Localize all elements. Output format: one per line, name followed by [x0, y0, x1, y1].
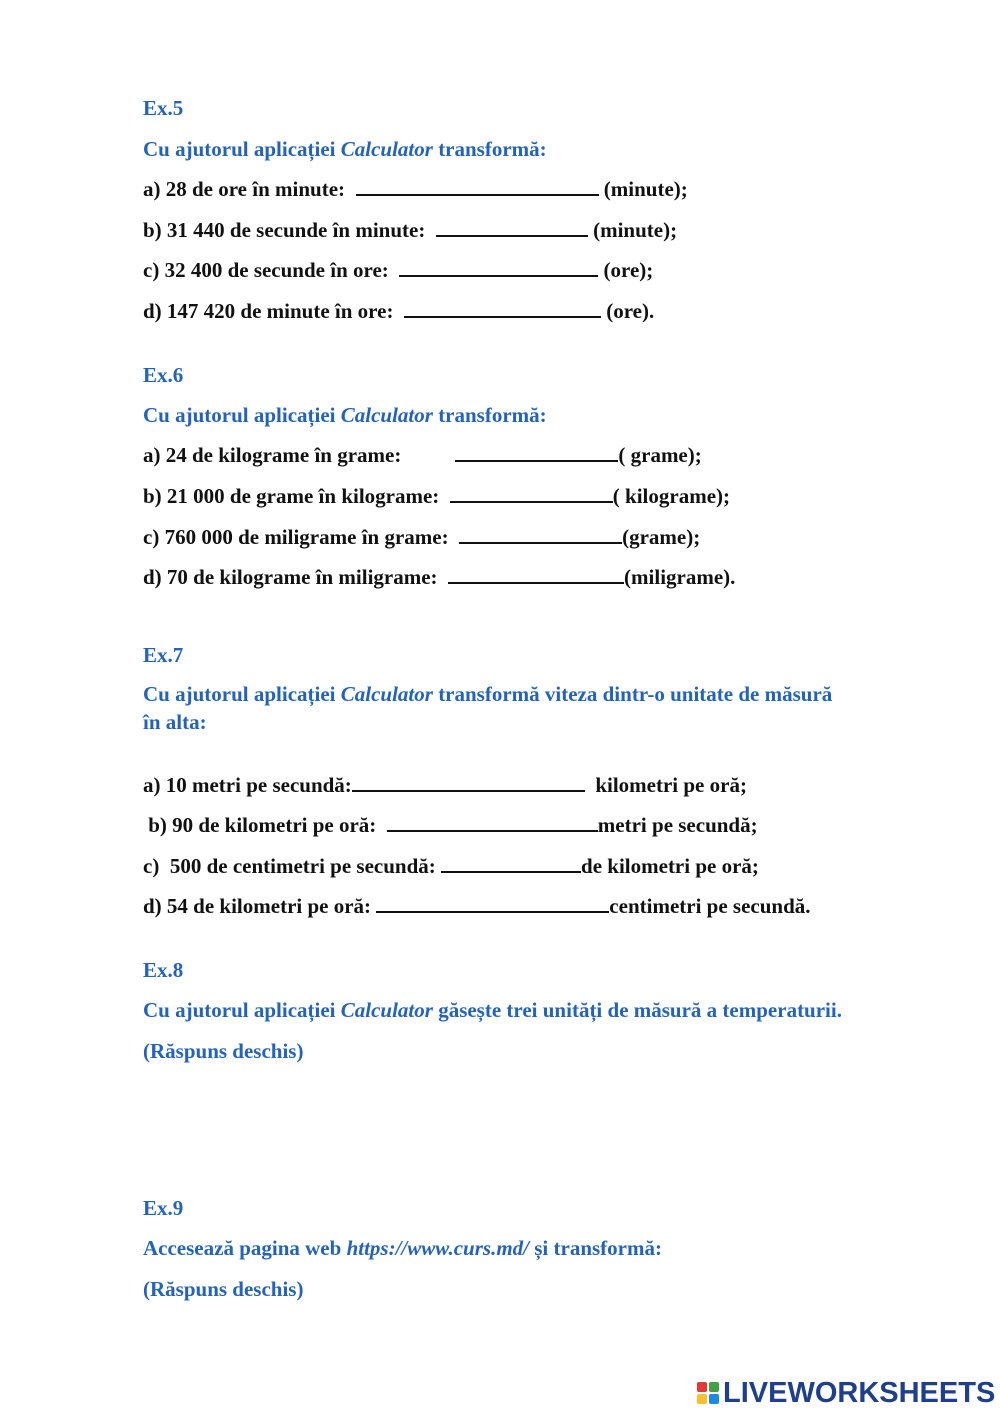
- ex9-intro: [143, 1235, 662, 1261]
- ex9-intro-text-end: și transformă:: [529, 1236, 662, 1260]
- ex6-intro-text: Cu ajutorul aplicației: [143, 403, 341, 427]
- ex7-b-question: b) 90 de kilometri pe oră:: [143, 813, 387, 837]
- ex6-intro: [143, 402, 547, 428]
- ex5-item-c: [143, 257, 653, 283]
- ex5-b-unit: (minute);: [587, 218, 678, 242]
- ex7-item-d: [143, 893, 811, 919]
- ex5-intro-text: Cu ajutorul aplicației: [143, 137, 341, 161]
- ex5-heading: Ex.5: [143, 96, 184, 120]
- ex8-open-answer-note: (Răspuns deschis): [143, 1039, 304, 1063]
- ex8-intro-text: Cu ajutorul aplicației: [143, 998, 341, 1022]
- ex7-b-answer-blank[interactable]: [387, 812, 598, 832]
- ex6-item-a: [143, 442, 702, 468]
- logo-square-3: [697, 1394, 707, 1404]
- ex6-intro-text-end: transformă:: [432, 403, 547, 427]
- ex8-intro-app: Calculator: [340, 998, 433, 1022]
- ex7-c-unit: de kilometri pe oră;: [581, 854, 759, 878]
- ex7-intro: [143, 681, 832, 707]
- ex7-c-answer-blank[interactable]: [441, 853, 581, 873]
- ex7-d-question: d) 54 de kilometri pe oră:: [143, 894, 377, 918]
- ex7-item-a: [143, 772, 747, 798]
- ex6-item-d: [143, 564, 735, 590]
- logo-square-1: [697, 1382, 707, 1392]
- ex5-intro: [143, 136, 547, 162]
- ex7-intro-text-end: transformă viteza dintr-o unitate de măsură: [432, 682, 833, 706]
- ex8-intro-text-end: găsește trei unități de măsură a temperaturii.: [432, 998, 842, 1022]
- ex6-b-question: b) 21 000 de grame în kilograme:: [143, 484, 450, 508]
- ex6-c-unit: (grame);: [622, 525, 701, 549]
- ex5-c-answer-blank[interactable]: [399, 257, 598, 277]
- ex5-item-a: [143, 176, 688, 202]
- ex6-d-question: d) 70 de kilograme în miligrame:: [143, 565, 449, 589]
- logo-square-4: [709, 1394, 719, 1404]
- ex9-open-answer-note: (Răspuns deschis): [143, 1277, 304, 1301]
- ex6-item-b: [143, 483, 730, 509]
- ex6-c-question: c) 760 000 de miligrame în grame:: [143, 525, 460, 549]
- liveworksheets-logo-icon: [697, 1382, 719, 1404]
- logo-text: LIVEWORKSHEETS: [723, 1376, 996, 1409]
- ex6-d-answer-blank[interactable]: [448, 564, 624, 584]
- ex5-d-unit: (ore).: [600, 299, 655, 323]
- liveworksheets-logo: [697, 1375, 995, 1411]
- ex7-heading: Ex.7: [143, 643, 184, 667]
- ex7-b-unit: metri pe secundă;: [597, 813, 758, 837]
- ex7-intro-line2: în alta:: [143, 710, 207, 734]
- ex9-heading: Ex.9: [143, 1196, 184, 1220]
- ex7-d-answer-blank[interactable]: [376, 893, 609, 913]
- ex6-b-unit: ( kilograme);: [612, 484, 731, 508]
- ex5-a-answer-blank[interactable]: [356, 176, 599, 196]
- ex6-b-answer-blank[interactable]: [450, 483, 613, 503]
- ex5-item-d: [143, 298, 654, 324]
- ex7-a-answer-blank[interactable]: [352, 772, 585, 792]
- ex6-a-unit: ( grame);: [618, 443, 702, 467]
- ex6-c-answer-blank[interactable]: [459, 524, 622, 544]
- ex7-intro-app: Calculator: [340, 682, 433, 706]
- ex6-intro-app: Calculator: [340, 403, 433, 427]
- ex7-d-unit: centimetri pe secundă.: [609, 894, 811, 918]
- ex6-heading: Ex.6: [143, 363, 184, 387]
- ex6-a-answer-blank[interactable]: [455, 442, 618, 462]
- ex5-d-answer-blank[interactable]: [404, 298, 601, 318]
- ex5-d-question: d) 147 420 de minute în ore:: [143, 299, 404, 323]
- ex6-d-unit: (miligrame).: [624, 565, 736, 589]
- ex5-b-question: b) 31 440 de secunde în minute:: [143, 218, 436, 242]
- ex5-item-b: [143, 217, 677, 243]
- ex7-c-question: c) 500 de centimetri pe secundă:: [143, 854, 442, 878]
- ex5-intro-text-end: transformă:: [432, 137, 547, 161]
- ex7-item-c: [143, 853, 759, 879]
- ex8-intro: [143, 997, 842, 1023]
- ex9-intro-text: Accesează pagina web: [143, 1236, 347, 1260]
- ex5-b-answer-blank[interactable]: [436, 217, 588, 237]
- ex5-a-unit: (minute);: [598, 177, 688, 201]
- ex7-a-unit: kilometri pe oră;: [584, 773, 747, 797]
- ex6-item-c: [143, 524, 700, 550]
- ex7-intro-text: Cu ajutorul aplicației: [143, 682, 341, 706]
- ex7-item-b: [143, 812, 758, 838]
- ex8-heading: Ex.8: [143, 958, 184, 982]
- ex5-intro-app: Calculator: [340, 137, 433, 161]
- ex6-a-question: a) 24 de kilograme în grame:: [143, 443, 402, 467]
- ex5-a-question: a) 28 de ore în minute:: [143, 177, 356, 201]
- ex5-c-unit: (ore);: [598, 258, 654, 282]
- logo-square-2: [709, 1382, 719, 1392]
- ex9-url-link[interactable]: https://www.curs.md/: [346, 1236, 529, 1260]
- ex5-c-question: c) 32 400 de secunde în ore:: [143, 258, 400, 282]
- ex7-a-question: a) 10 metri pe secundă:: [143, 773, 352, 797]
